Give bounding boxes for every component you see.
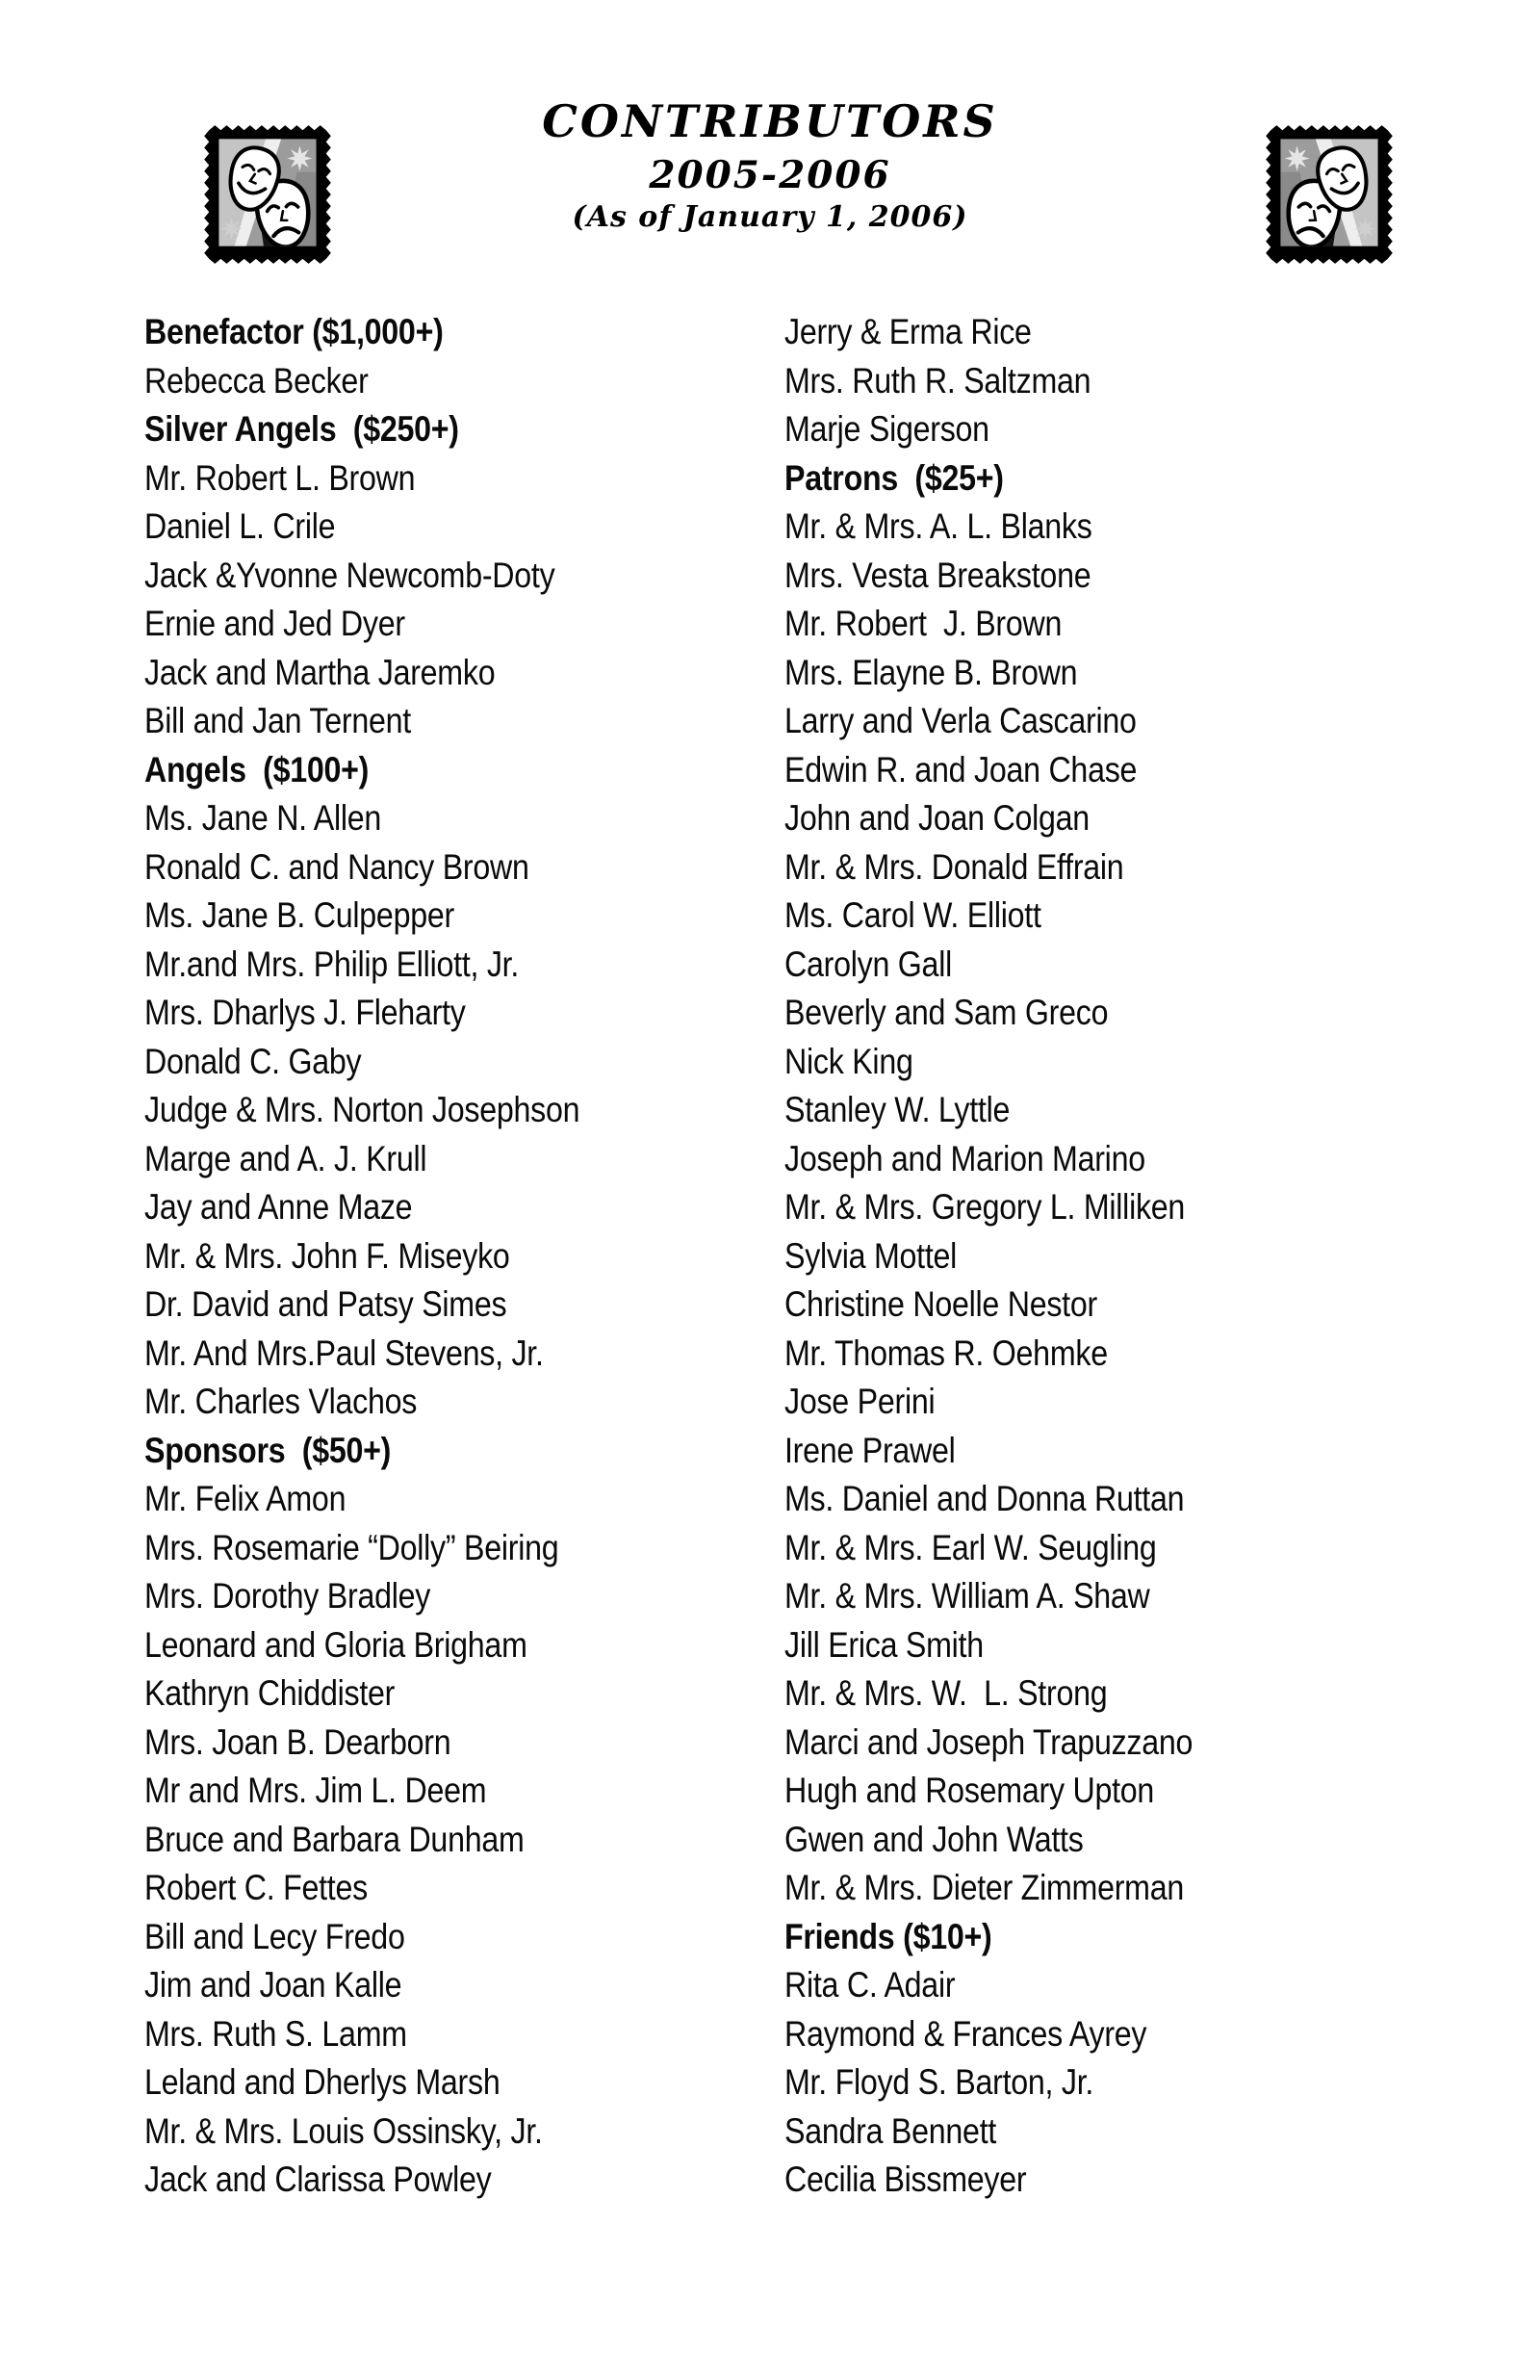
contributor-name: Mrs. Ruth S. Lamm xyxy=(144,2013,407,2054)
contributor-name: Judge & Mrs. Norton Josephson xyxy=(144,1090,580,1129)
contributor-name: Cecilia Bissmeyer xyxy=(784,2160,1027,2199)
contributor-name: Bill and Jan Ternent xyxy=(144,701,411,740)
contributor-name: Mr. Robert L. Brown xyxy=(144,457,416,498)
tier-header: Friends ($10+) xyxy=(784,1916,992,1956)
contributor-name: Jay and Anne Maze xyxy=(144,1187,413,1227)
contributor-name: Jack and Martha Jaremko xyxy=(144,652,496,692)
contributor-name: Mr. Robert J. Brown xyxy=(784,604,1063,643)
tier-header: Angels ($100+) xyxy=(144,749,370,789)
contributor-name: Dr. David and Patsy Simes xyxy=(144,1284,507,1324)
contributor-name: Rebecca Becker xyxy=(144,360,369,401)
contributor-name: Mr. & Mrs. William A. Shaw xyxy=(784,1576,1150,1616)
contributor-name: Ernie and Jed Dyer xyxy=(144,604,405,643)
contributor-name: Ms. Daniel and Donna Ruttan xyxy=(784,1479,1185,1518)
contributor-name: Stanley W. Lyttle xyxy=(784,1090,1011,1129)
contributor-name: Irene Prawel xyxy=(784,1430,956,1470)
contributor-name: Mr. & Mrs. A. L. Blanks xyxy=(784,506,1092,546)
contributor-name: Mrs. Rosemarie “Dolly” Beiring xyxy=(144,1527,559,1567)
contributor-name: Jack &Yvonne Newcomb-Doty xyxy=(144,555,555,595)
contributor-name: Kathryn Chiddister xyxy=(144,1673,396,1713)
contributor-name: Marci and Joseph Trapuzzano xyxy=(784,1721,1194,1762)
contributor-name: Nick King xyxy=(784,1041,913,1081)
tier-header: Benefactor ($1,000+) xyxy=(144,312,444,351)
contributor-name: Ms. Jane B. Culpepper xyxy=(144,895,454,935)
tier-header: Sponsors ($50+) xyxy=(144,1430,392,1470)
contributor-name: Mr. Thomas R. Oehmke xyxy=(784,1332,1108,1373)
contributor-name: Edwin R. and Joan Chase xyxy=(784,749,1138,789)
contributor-name: Gwen and John Watts xyxy=(784,1819,1084,1859)
contributor-name: Daniel L. Crile xyxy=(144,506,336,546)
contributor-name: Mrs. Dorothy Bradley xyxy=(144,1576,431,1616)
contributor-name: Mr. Felix Amon xyxy=(144,1479,346,1518)
contributor-name: Mr. & Mrs. Donald Effrain xyxy=(784,846,1124,887)
contributor-name: Mr and Mrs. Jim L. Deem xyxy=(144,1771,487,1810)
contributor-name: Robert C. Fettes xyxy=(144,1868,368,1907)
comedy-tragedy-masks-icon-mirrored xyxy=(1261,116,1398,270)
contributor-name: Jack and Clarissa Powley xyxy=(144,2160,492,2199)
tier-header: Silver Angels ($250+) xyxy=(144,409,459,449)
contributor-name: Mr. Floyd S. Barton, Jr. xyxy=(784,2062,1094,2102)
contributor-name: Carolyn Gall xyxy=(784,944,952,984)
contributor-name: Rita C. Adair xyxy=(784,1965,956,2005)
contributor-name: Beverly and Sam Greco xyxy=(784,993,1109,1032)
contributor-name: Joseph and Marion Marino xyxy=(784,1138,1145,1178)
contributor-name: Sylvia Mottel xyxy=(784,1235,958,1276)
tier-header: Patrons ($25+) xyxy=(784,457,1004,498)
contributor-name: Marge and A. J. Krull xyxy=(144,1138,427,1178)
contributor-name: Hugh and Rosemary Upton xyxy=(784,1771,1155,1810)
season-subtitle: 2005-2006 xyxy=(649,153,891,197)
contributor-name: Mr. & Mrs. Gregory L. Milliken xyxy=(784,1187,1186,1227)
page-title: CONTRIBUTORS xyxy=(542,95,998,147)
contributor-name: Mr. And Mrs.Paul Stevens, Jr. xyxy=(144,1332,544,1373)
right-column xyxy=(784,308,1400,2205)
as-of-date: (As of January 1, 2006) xyxy=(572,200,968,234)
contributor-name: Mr.and Mrs. Philip Elliott, Jr. xyxy=(144,944,520,984)
contributor-name: Mrs. Joan B. Dearborn xyxy=(144,1721,451,1762)
contributor-name: Ms. Carol W. Elliott xyxy=(784,895,1041,935)
contributor-name: Raymond & Frances Ayrey xyxy=(784,2013,1147,2054)
contributor-name: Mrs. Elayne B. Brown xyxy=(784,652,1078,692)
contributor-name: Mr. Charles Vlachos xyxy=(144,1382,418,1421)
contributor-name: Jill Erica Smith xyxy=(784,1624,984,1665)
contributor-name: Mrs. Vesta Breakstone xyxy=(784,555,1091,595)
contributor-name: Ronald C. and Nancy Brown xyxy=(144,846,529,887)
contributor-name: Larry and Verla Cascarino xyxy=(784,701,1137,740)
contributor-name: Sandra Bennett xyxy=(784,2110,997,2151)
contributor-name: Christine Noelle Nestor xyxy=(784,1284,1097,1324)
contributor-name: Mr. & Mrs. Dieter Zimmerman xyxy=(784,1868,1185,1907)
contributor-name: Jerry & Erma Rice xyxy=(784,312,1032,351)
contributor-name: Mr. & Mrs. John F. Miseyko xyxy=(144,1235,510,1276)
contributor-name: Jim and Joan Kalle xyxy=(144,1965,402,2005)
contributor-name: Jose Perini xyxy=(784,1382,936,1421)
contributor-name: Mr. & Mrs. W. L. Strong xyxy=(784,1673,1108,1713)
left-column xyxy=(144,308,683,2205)
contributor-name: Mrs. Dharlys J. Fleharty xyxy=(144,993,466,1032)
contributor-name: Bill and Lecy Fredo xyxy=(144,1916,405,1956)
contributor-name: Mr. & Mrs. Earl W. Seugling xyxy=(784,1527,1157,1567)
contributor-name: Ms. Jane N. Allen xyxy=(144,798,382,838)
contributor-name: Donald C. Gaby xyxy=(144,1041,362,1081)
contributor-name: Bruce and Barbara Dunham xyxy=(144,1819,525,1859)
contributor-name: Mr. & Mrs. Louis Ossinsky, Jr. xyxy=(144,2110,543,2151)
contributor-name: John and Joan Colgan xyxy=(784,798,1090,838)
contributor-name: Leonard and Gloria Brigham xyxy=(144,1624,527,1665)
contributor-name: Marje Sigerson xyxy=(784,409,989,449)
contributor-name: Mrs. Ruth R. Saltzman xyxy=(784,360,1091,401)
contributor-name: Leland and Dherlys Marsh xyxy=(144,2062,500,2102)
